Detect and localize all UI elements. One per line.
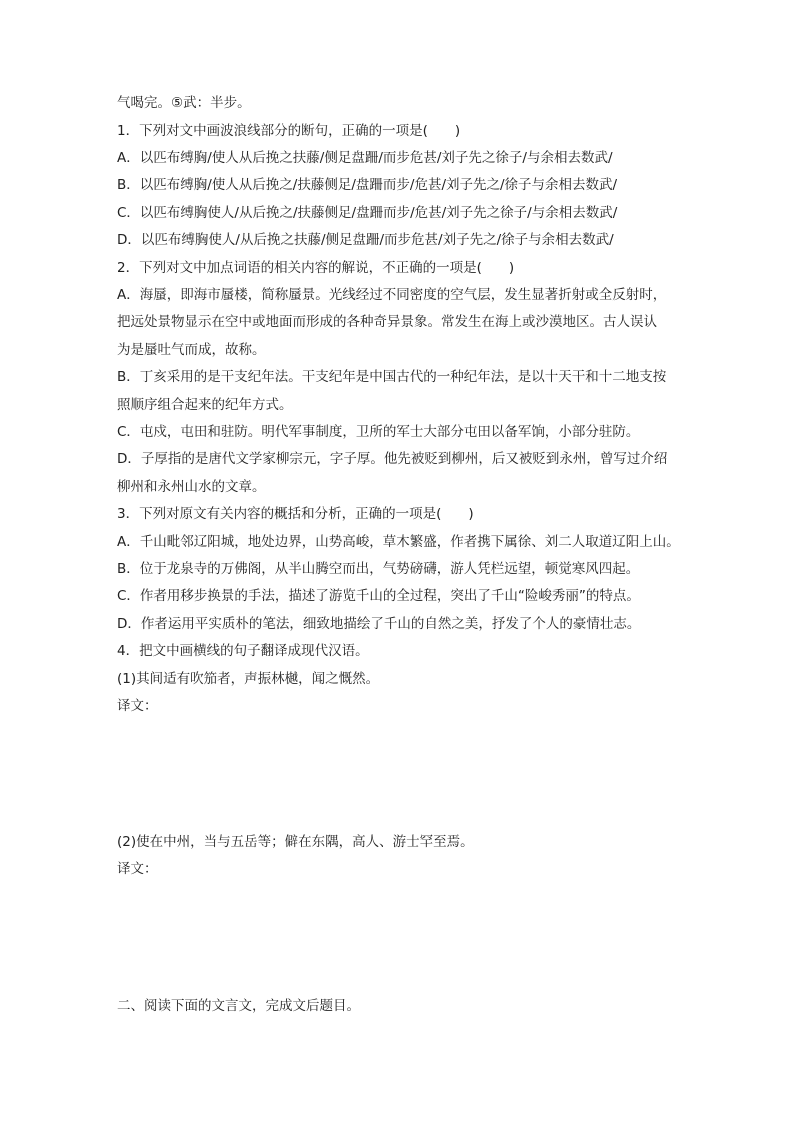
question-4-stem: 4．把文中画横线的句子翻译成现代汉语。 (117, 643, 369, 659)
question-2-option-d: D．子厚指的是唐代文学家柳宗元，字子厚。他先被贬到柳州，后又被贬到永州，曾写过介绍 (117, 451, 668, 467)
question-2-option-a-cont: 把远处景物显示在空中或地面而形成的各种奇异景象。常发生在海上或沙漠地区。古人误认 (117, 314, 657, 330)
question-2-option-a-cont: 为是蜃吐气而成，故称。 (117, 342, 266, 358)
question-4-sentence-2: (2)使在中州，当与五岳等；僻在东隅，高人、游士罕至焉。 (117, 834, 474, 850)
question-2-stem: 2．下列对文中加点词语的相关内容的解说，不正确的一项是( ) (117, 260, 515, 276)
text-line: 气喝完。⑤武：半步。 (117, 95, 251, 111)
question-3-option-b: B．位于龙泉寺的万佛阁，从半山腾空而出，气势磅礴，游人凭栏远望，顿觉寒风四起。 (117, 561, 640, 577)
question-3-option-c: C．作者用移步换景的手法，描述了游览千山的全过程，突出了千山“险峻秀丽”的特点。 (117, 588, 640, 604)
question-2-option-c: C．屯戍，屯田和驻防。明代军事制度，卫所的军士大部分屯田以备军饷，小部分驻防。 (117, 424, 640, 440)
section-heading: 二、阅读下面的文言文，完成文后题目。 (117, 998, 360, 1014)
question-1-option-b: B．以匹布缚胸/使人从后挽之/扶藤侧足/盘跚而步/危甚/刘子先之/徐子与余相去数武/ (117, 177, 618, 193)
question-1-option-d: D．以匹布缚胸使人/从后挽之扶藤/侧足盘跚/而步危甚/刘子先之/徐子与余相去数武/ (117, 232, 614, 248)
question-1-option-c: C．以匹布缚胸使人/从后挽之/扶藤侧足/盘跚而步/危甚/刘子先之徐子/与余相去数武/ (117, 205, 618, 221)
question-2-option-a: A．海蜃，即海市蜃楼，简称蜃景。光线经过不同密度的空气层，发生显著折射或全反射时， (117, 287, 667, 303)
question-4-sentence-1: (1)其间适有吹笳者，声振林樾，闻之慨然。 (117, 671, 380, 687)
question-2-option-b: B．丁亥采用的是干支纪年法。干支纪年是中国古代的一种纪年法，是以十天干和十二地支按 (117, 369, 667, 385)
question-3-stem: 3．下列对原文有关内容的概括和分析，正确的一项是( ) (117, 506, 474, 522)
question-2-option-d-cont: 柳州和永州山水的文章。 (117, 479, 266, 495)
question-1-stem: 1．下列对文中画波浪线部分的断句，正确的一项是( ) (117, 123, 461, 139)
translation-label: 译文： (117, 698, 158, 714)
question-1-option-a: A．以匹布缚胸/使人从后挽之扶藤/侧足盘跚/而步危甚/刘子先之徐子/与余相去数武/ (117, 150, 613, 166)
question-3-option-a: A．千山毗邻辽阳城，地处边界，山势高峻，草木繁盛，作者携下属徐、刘二人取道辽阳上山。 (117, 534, 680, 550)
translation-label: 译文： (117, 861, 158, 877)
question-3-option-d: D．作者运用平实质朴的笔法，细致地描绘了千山的自然之美，抒发了个人的豪情壮志。 (117, 616, 641, 632)
question-2-option-b-cont: 照顺序组合起来的纪年方式。 (117, 397, 293, 413)
